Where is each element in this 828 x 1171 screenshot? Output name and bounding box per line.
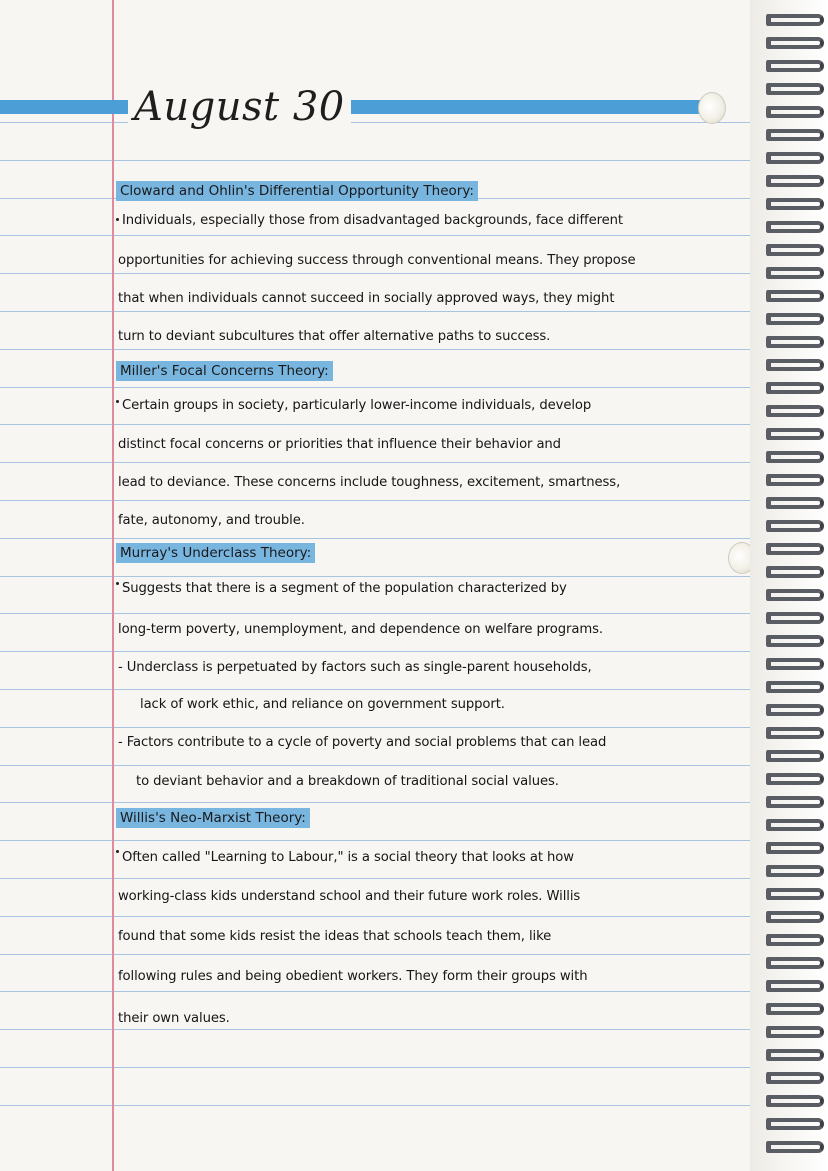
spiral-coil	[766, 589, 824, 601]
note-line: fate, autonomy, and trouble.	[118, 513, 305, 528]
spiral-coil	[766, 773, 824, 785]
spiral-coil	[766, 451, 824, 463]
spiral-coil	[766, 1003, 824, 1015]
note-line: lead to deviance. These concerns include toughness, excitement, smartness,	[118, 475, 621, 490]
page-title: August 30	[128, 84, 351, 130]
note-line: Certain groups in society, particularly lower-income individuals, develop	[122, 398, 592, 413]
bullet-dot	[116, 582, 119, 585]
spiral-coil	[766, 865, 824, 877]
note-line: - Underclass is perpetuated by factors such as single-parent households,	[118, 660, 592, 675]
spiral-coil	[766, 612, 824, 624]
spiral-coil	[766, 658, 824, 670]
section-heading-cloward-ohlin: Cloward and Ohlin's Differential Opportunity Theory:	[116, 181, 478, 201]
spiral-coil	[766, 244, 824, 256]
spiral-coil	[766, 336, 824, 348]
spiral-coil	[766, 428, 824, 440]
spiral-coil	[766, 175, 824, 187]
spiral-coil	[766, 290, 824, 302]
spiral-coil	[766, 911, 824, 923]
section-heading-murray: Murray's Underclass Theory:	[116, 543, 315, 563]
spiral-coil	[766, 382, 824, 394]
note-line: - Factors contribute to a cycle of poverty and social problems that can lead	[118, 735, 607, 750]
margin-line	[112, 0, 114, 1171]
spiral-coil	[766, 359, 824, 371]
spiral-coil	[766, 1072, 824, 1084]
note-line: lack of work ethic, and reliance on government support.	[140, 697, 505, 712]
spiral-coil	[766, 313, 824, 325]
spiral-coil	[766, 198, 824, 210]
spiral-coil	[766, 957, 824, 969]
spiral-coil	[766, 543, 824, 555]
spiral-coil	[766, 221, 824, 233]
header-band	[0, 100, 710, 114]
spiral-coil	[766, 704, 824, 716]
spiral-coil	[766, 1118, 824, 1130]
section-heading-miller: Miller's Focal Concerns Theory:	[116, 361, 333, 381]
note-line: following rules and being obedient workers. They form their groups with	[118, 969, 588, 984]
spiral-coil	[766, 60, 824, 72]
note-line: to deviant behavior and a breakdown of traditional social values.	[136, 774, 559, 789]
spiral-coil	[766, 727, 824, 739]
note-line: that when individuals cannot succeed in socially approved ways, they might	[118, 291, 615, 306]
spiral-coil	[766, 750, 824, 762]
note-line: opportunities for achieving success through conventional means. They propose	[118, 253, 636, 268]
spiral-coil	[766, 566, 824, 578]
note-line: Suggests that there is a segment of the population characterized by	[122, 581, 567, 596]
spiral-coil	[766, 405, 824, 417]
spiral-coil	[766, 796, 824, 808]
note-line: found that some kids resist the ideas that schools teach them, like	[118, 929, 552, 944]
spiral-coil	[766, 888, 824, 900]
note-line: their own values.	[118, 1011, 230, 1026]
spiral-coil	[766, 37, 824, 49]
spiral-coil	[766, 819, 824, 831]
spiral-coil	[766, 474, 824, 486]
spiral-coil	[766, 1049, 824, 1061]
note-line: turn to deviant subcultures that offer alternative paths to success.	[118, 329, 551, 344]
spiral-coil	[766, 106, 824, 118]
bullet-dot	[116, 218, 119, 221]
note-line: Often called "Learning to Labour," is a social theory that looks at how	[122, 850, 574, 865]
spiral-coil	[766, 842, 824, 854]
bullet-dot	[116, 850, 119, 853]
spiral-coil	[766, 635, 824, 647]
spiral-coil	[766, 1095, 824, 1107]
note-line: distinct focal concerns or priorities that influence their behavior and	[118, 437, 561, 452]
spiral-coil	[766, 681, 824, 693]
spiral-coil	[766, 1026, 824, 1038]
spiral-coil	[766, 83, 824, 95]
note-line: working-class kids understand school and their future work roles. Willis	[118, 889, 581, 904]
spiral-coil	[766, 934, 824, 946]
spiral-coil	[766, 129, 824, 141]
spiral-coil	[766, 1141, 824, 1153]
spiral-coil	[766, 980, 824, 992]
spiral-coil	[766, 497, 824, 509]
note-line: Individuals, especially those from disadvantaged backgrounds, face different	[122, 213, 623, 228]
bullet-dot	[116, 400, 119, 403]
spiral-coil	[766, 520, 824, 532]
binder-hole	[698, 92, 726, 124]
section-heading-willis: Willis's Neo-Marxist Theory:	[116, 808, 310, 828]
spiral-coil	[766, 267, 824, 279]
note-line: long-term poverty, unemployment, and dependence on welfare programs.	[118, 622, 603, 637]
spiral-coil	[766, 14, 824, 26]
spiral-coil	[766, 152, 824, 164]
